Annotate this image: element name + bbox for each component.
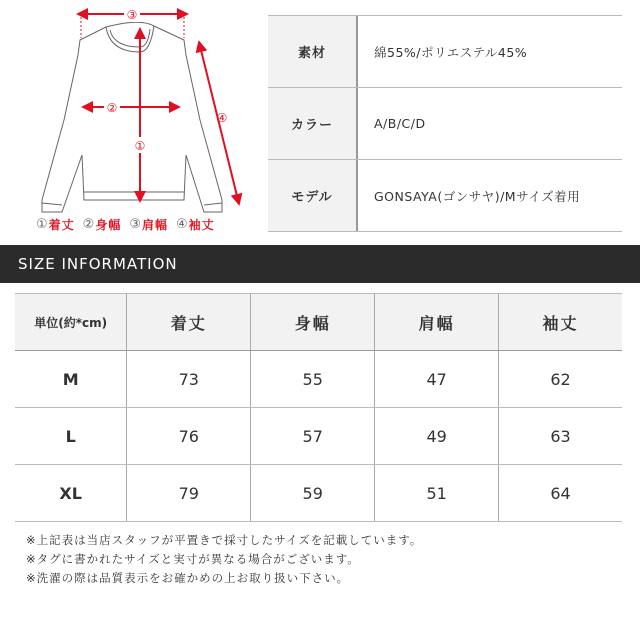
column-header-sleeve-length: 袖丈 (499, 294, 622, 351)
size-table (15, 293, 622, 522)
spec-value: GONSAYA(ゴンサヤ)/Mサイズ着用 (374, 188, 581, 204)
table-cell: 62 (499, 351, 622, 408)
spec-row-model (268, 160, 622, 232)
unit-header: 単位(約*cm) (15, 294, 127, 351)
spec-value: A/B/C/D (374, 116, 426, 131)
legend-num: ② (82, 216, 95, 232)
size-notes (26, 531, 422, 588)
spec-label: モデル (268, 160, 358, 231)
table-cell: 76 (127, 408, 251, 465)
measurement-legend (36, 215, 215, 233)
sweater-illustration (0, 0, 260, 240)
spec-value: 綿55%/ポリエステル45% (374, 44, 528, 60)
table-cell: 57 (251, 408, 375, 465)
legend-label: 身幅 (95, 217, 122, 232)
spec-label: カラー (268, 88, 358, 159)
size-label: L (15, 408, 127, 465)
legend-item-sleeve-length (176, 216, 215, 233)
spec-row-material (268, 16, 622, 88)
spec-row-color (268, 88, 622, 160)
table-cell: 49 (375, 408, 499, 465)
legend-item-length (36, 216, 75, 233)
marker-3: ③ (126, 8, 138, 22)
marker-4: ④ (216, 111, 228, 125)
column-header-body-width: 身幅 (251, 294, 375, 351)
table-row (15, 351, 622, 408)
table-cell: 47 (375, 351, 499, 408)
column-header-length: 着丈 (127, 294, 251, 351)
product-spec-table (268, 15, 622, 232)
note-line: ※洗濯の際は品質表示をお確かめの上お取り扱い下さい。 (26, 571, 350, 585)
note-line: ※タグに書かれたサイズと実寸が異なる場合がございます。 (26, 552, 360, 566)
table-cell: 59 (251, 465, 375, 522)
legend-label: 袖丈 (188, 217, 215, 232)
column-header-shoulder-width: 肩幅 (375, 294, 499, 351)
table-cell: 55 (251, 351, 375, 408)
legend-num: ④ (176, 216, 188, 232)
note-line: ※上記表は当店スタッフが平置きで採寸したサイズを記載しています。 (26, 533, 423, 547)
size-label: XL (15, 465, 127, 522)
legend-label: 着丈 (48, 217, 75, 232)
legend-label: 肩幅 (142, 217, 169, 232)
table-cell: 64 (499, 465, 622, 522)
sweater-measurement-diagram (0, 0, 260, 240)
legend-item-body-width (83, 216, 122, 233)
size-label: M (15, 351, 127, 408)
legend-num: ③ (129, 216, 141, 232)
section-title: SIZE INFORMATION (18, 255, 178, 273)
legend-item-shoulder-width (129, 216, 168, 233)
size-table-header-row (15, 294, 622, 351)
table-cell: 79 (127, 465, 251, 522)
size-information-banner (0, 245, 640, 283)
marker-2: ② (106, 101, 118, 115)
table-cell: 51 (375, 465, 499, 522)
marker-1: ① (134, 139, 146, 153)
table-cell: 63 (499, 408, 622, 465)
spec-label: 素材 (268, 16, 358, 87)
legend-num: ① (36, 216, 48, 232)
table-row (15, 465, 622, 522)
table-cell: 73 (127, 351, 251, 408)
table-row (15, 408, 622, 465)
